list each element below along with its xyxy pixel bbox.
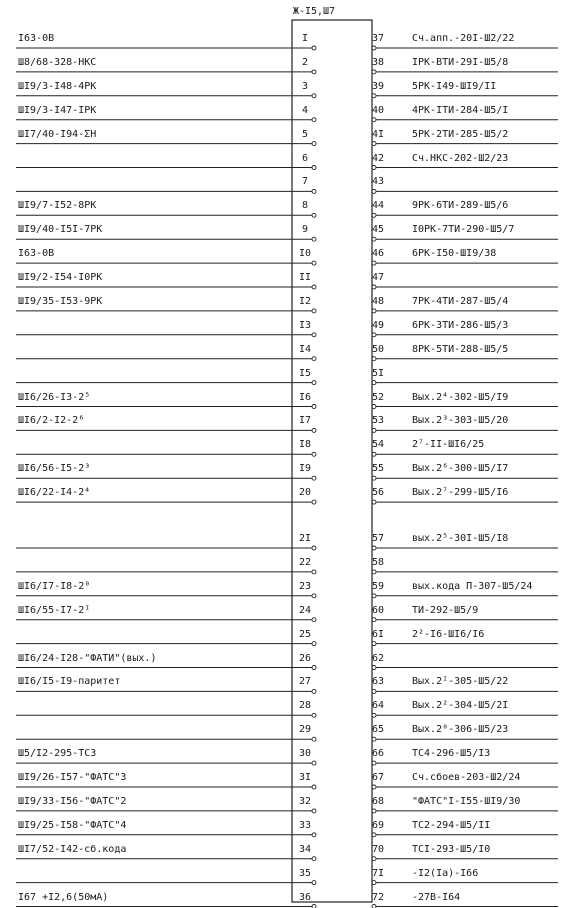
right-pin-number: 7I <box>372 867 385 879</box>
left-pin-contact <box>312 70 316 74</box>
left-pin-contact <box>312 189 316 193</box>
right-wire-label: 2⁷-II-ШI6/25 <box>412 439 485 451</box>
left-pin-contact <box>312 309 316 313</box>
right-pin-contact <box>372 546 376 550</box>
right-pin-contact <box>372 166 376 170</box>
left-wire-label: ШI6/2-I2-2⁶ <box>18 415 85 427</box>
right-wire-label: 5РК-I49-ШI9/II <box>412 80 497 92</box>
left-pin-number: 33 <box>298 819 312 831</box>
left-pin-contact <box>312 357 316 361</box>
left-pin-number: 26 <box>298 652 312 664</box>
left-wire-label: ШI6/26-I3-2⁵ <box>18 391 91 403</box>
left-pin-contact <box>312 452 316 456</box>
right-wire-label: ТСI-293-Ш5/I0 <box>412 843 491 855</box>
left-pin-contact <box>312 428 316 432</box>
right-pin-number: 52 <box>372 391 385 403</box>
left-wire-label: I63-0В <box>18 248 55 260</box>
left-pin-number: I5 <box>298 367 312 379</box>
right-wire-label: Вых.2⁷-299-Ш5/I6 <box>412 487 509 499</box>
right-wire-label: Вых.2²-304-Ш5/2I <box>412 700 509 712</box>
left-pin-contact <box>312 594 316 598</box>
right-wire-label: ТИ-292-Ш5/9 <box>412 604 479 616</box>
left-pin-number: 30 <box>298 748 312 760</box>
right-pin-number: 6I <box>372 628 385 640</box>
left-pin-contact <box>312 785 316 789</box>
right-pin-contact <box>372 500 376 504</box>
left-wire-label: ШI7/52-I42-сб.кода <box>18 843 127 855</box>
right-pin-contact <box>372 713 376 717</box>
left-pin-contact <box>312 689 316 693</box>
right-wire-label: Вых.2³-303-Ш5/20 <box>412 415 509 427</box>
right-pin-number: 48 <box>372 295 385 307</box>
left-wire-label: ШI9/35-I53-9РК <box>18 295 103 307</box>
right-pin-contact <box>372 809 376 813</box>
right-pin-contact <box>372 833 376 837</box>
left-pin-number: 9 <box>301 224 309 236</box>
right-wire-label: I0РК-7ТИ-290-Ш5/7 <box>412 224 515 236</box>
right-pin-contact <box>372 94 376 98</box>
right-pin-number: 55 <box>372 463 385 475</box>
left-wire-label: ШI6/55-I7-2ᴵ <box>18 604 91 616</box>
right-pin-number: 70 <box>372 843 385 855</box>
right-pin-contact <box>372 737 376 741</box>
left-pin-contact <box>312 237 316 241</box>
left-pin-number: I6 <box>298 391 312 403</box>
right-pin-number: 42 <box>372 152 385 164</box>
left-pin-number: 36 <box>298 891 312 903</box>
left-pin-number: 35 <box>298 867 312 879</box>
left-pin-number: 3 <box>301 80 309 92</box>
left-pin-contact <box>312 142 316 146</box>
left-pin-number: 2 <box>301 56 309 68</box>
left-pin-number: 23 <box>298 580 312 592</box>
right-pin-number: 40 <box>372 104 385 116</box>
left-pin-contact <box>312 857 316 861</box>
left-pin-contact <box>312 833 316 837</box>
right-pin-number: 50 <box>372 343 385 355</box>
right-pin-number: 4I <box>372 128 385 140</box>
right-wire-label: 6РК-3ТИ-286-Ш5/3 <box>412 319 509 331</box>
right-wire-label: "ФАТС"I-I55-ШI9/30 <box>412 795 521 807</box>
right-pin-number: 59 <box>372 580 385 592</box>
right-wire-label: Сч.НКС-202-Ш2/23 <box>412 152 509 164</box>
right-pin-number: 38 <box>372 56 385 68</box>
left-pin-number: 34 <box>298 843 312 855</box>
right-pin-contact <box>372 594 376 598</box>
left-pin-number: 2I <box>298 533 312 544</box>
right-pin-number: 60 <box>372 604 385 616</box>
left-pin-number: 20 <box>298 487 312 499</box>
left-pin-contact <box>312 881 316 885</box>
left-pin-contact <box>312 166 316 170</box>
right-pin-number: 39 <box>372 80 385 92</box>
right-pin-contact <box>372 405 376 409</box>
right-pin-contact <box>372 570 376 574</box>
connector-title: Ж-I5,Ш7 <box>292 6 336 17</box>
left-wire-label: ШI9/7-I52-8РК <box>18 200 97 212</box>
right-pin-contact <box>372 118 376 122</box>
left-wire-label: ШI7/40-I94-ΣН <box>18 128 97 140</box>
left-pin-number: II <box>298 272 312 283</box>
right-wire-label: 9РК-6ТИ-289-Ш5/6 <box>412 200 509 212</box>
left-pin-number: I0 <box>298 248 312 260</box>
right-pin-number: 69 <box>372 819 385 831</box>
right-wire-label: 8РК-5ТИ-288-Ш5/5 <box>412 343 509 355</box>
right-pin-contact <box>372 70 376 74</box>
left-pin-number: 22 <box>298 556 312 568</box>
left-pin-contact <box>312 713 316 717</box>
right-pin-contact <box>372 905 376 908</box>
left-pin-number: I2 <box>298 295 312 307</box>
right-wire-label: вых.2⁵-30I-Ш5/I8 <box>412 533 509 544</box>
left-pin-number: 28 <box>298 700 312 712</box>
right-pin-number: 5I <box>372 367 385 379</box>
left-pin-number: 8 <box>301 200 309 212</box>
left-pin-contact <box>312 546 316 550</box>
right-pin-contact <box>372 618 376 622</box>
left-pin-number: 3I <box>298 772 312 783</box>
right-pin-number: 49 <box>372 319 385 331</box>
left-wire-label: ШI9/33-I56-"ФАТС"2 <box>18 795 127 807</box>
right-wire-label: Сч.апп.-20I-Ш2/22 <box>412 33 515 44</box>
right-pin-contact <box>372 381 376 385</box>
left-pin-contact <box>312 761 316 765</box>
right-wire-label: 2²-I6-ШI6/I6 <box>412 628 485 640</box>
right-wire-label: 5РК-2ТИ-285-Ш5/2 <box>412 128 509 140</box>
right-pin-contact <box>372 785 376 789</box>
left-pin-number: 7 <box>301 176 309 188</box>
right-pin-number: 37 <box>372 33 385 44</box>
right-pin-number: 43 <box>372 176 385 188</box>
right-pin-number: 47 <box>372 272 385 283</box>
right-pin-contact <box>372 452 376 456</box>
right-pin-contact <box>372 142 376 146</box>
left-wire-label: ШI6/I5-I9-паритет <box>18 676 121 688</box>
right-wire-label: IРК-ВТИ-29I-Ш5/8 <box>412 56 509 68</box>
left-wire-label: Ш5/I2-295-ТС3 <box>18 748 97 760</box>
right-pin-contact <box>372 689 376 693</box>
left-wire-label: ШI9/3-I47-IРК <box>18 104 97 116</box>
right-pin-number: 66 <box>372 748 385 760</box>
left-pin-contact <box>312 118 316 122</box>
left-pin-contact <box>312 285 316 289</box>
right-pin-contact <box>372 285 376 289</box>
left-wire-label: ШI9/26-I57-"ФАТС"3 <box>18 772 127 783</box>
left-pin-contact <box>312 905 316 908</box>
left-pin-contact <box>312 642 316 646</box>
left-wire-label: Ш8/68-328-НКС <box>18 56 97 68</box>
right-pin-number: 53 <box>372 415 385 427</box>
left-wire-label: ШI6/56-I5-2³ <box>18 463 91 475</box>
left-pin-contact <box>312 261 316 265</box>
right-wire-label: 7РК-4ТИ-287-Ш5/4 <box>412 295 509 307</box>
right-pin-contact <box>372 857 376 861</box>
right-pin-number: 68 <box>372 795 385 807</box>
right-pin-contact <box>372 357 376 361</box>
left-pin-number: 6 <box>301 152 309 164</box>
right-pin-contact <box>372 881 376 885</box>
left-pin-contact <box>312 500 316 504</box>
left-pin-number: 32 <box>298 795 312 807</box>
right-pin-number: 63 <box>372 676 385 688</box>
left-wire-label: ШI6/24-I28-"ФАТИ"(вых.) <box>18 652 157 664</box>
right-pin-contact <box>372 476 376 480</box>
left-wire-label: ШI6/22-I4-2⁴ <box>18 487 91 499</box>
right-pin-contact <box>372 189 376 193</box>
right-wire-label: 4РК-IТИ-284-Ш5/I <box>412 104 509 116</box>
left-wire-label: ШI9/3-I48-4РК <box>18 80 97 92</box>
right-pin-number: 65 <box>372 724 385 736</box>
left-pin-number: I <box>301 33 309 44</box>
right-pin-number: 44 <box>372 200 385 212</box>
right-pin-number: 58 <box>372 556 385 568</box>
left-wire-label: ШI9/2-I54-I0РК <box>18 272 103 283</box>
right-pin-contact <box>372 761 376 765</box>
right-pin-contact <box>372 666 376 670</box>
right-pin-contact <box>372 428 376 432</box>
left-pin-number: I4 <box>298 343 312 355</box>
right-pin-contact <box>372 261 376 265</box>
right-pin-contact <box>372 237 376 241</box>
right-pin-number: 57 <box>372 533 385 544</box>
right-wire-label: вых.кода П-307-Ш5/24 <box>412 580 533 592</box>
right-wire-label: Сч.сбоев-203-Ш2/24 <box>412 772 521 783</box>
left-pin-number: 29 <box>298 724 312 736</box>
right-pin-number: 72 <box>372 891 385 903</box>
right-pin-number: 54 <box>372 439 385 451</box>
right-wire-label: Вых.2⁶-300-Ш5/I7 <box>412 463 509 475</box>
right-pin-number: 64 <box>372 700 385 712</box>
left-pin-contact <box>312 213 316 217</box>
right-pin-contact <box>372 333 376 337</box>
right-wire-label: Вых.2⁰-306-Ш5/23 <box>412 724 509 736</box>
right-pin-number: 56 <box>372 487 385 499</box>
left-pin-number: I9 <box>298 463 312 475</box>
right-pin-contact <box>372 642 376 646</box>
left-wire-label: I67 +I2,6(50мА) <box>18 891 109 903</box>
left-pin-number: 24 <box>298 604 312 616</box>
left-pin-contact <box>312 476 316 480</box>
left-pin-contact <box>312 405 316 409</box>
left-pin-contact <box>312 666 316 670</box>
left-pin-number: I3 <box>298 319 312 331</box>
right-wire-label: 6РК-I50-ШI9/38 <box>412 248 497 260</box>
left-pin-number: 25 <box>298 628 312 640</box>
left-pin-contact <box>312 570 316 574</box>
left-pin-contact <box>312 94 316 98</box>
left-pin-contact <box>312 381 316 385</box>
left-pin-number: 27 <box>298 676 312 688</box>
right-pin-contact <box>372 46 376 50</box>
right-pin-contact <box>372 213 376 217</box>
left-pin-number: I7 <box>298 415 312 427</box>
left-pin-contact <box>312 737 316 741</box>
right-wire-label: Вых.2ᴵ-305-Ш5/22 <box>412 676 509 688</box>
right-pin-number: 67 <box>372 772 385 783</box>
left-pin-number: 4 <box>301 104 309 116</box>
right-wire-label: -I2(Iа)-I66 <box>412 867 479 879</box>
left-pin-number: I8 <box>298 439 312 451</box>
right-pin-number: 62 <box>372 652 385 664</box>
right-wire-label: ТС4-296-Ш5/I3 <box>412 748 491 760</box>
left-pin-number: 5 <box>301 128 309 140</box>
right-wire-label: ТС2-294-Ш5/II <box>412 819 491 831</box>
left-wire-label: ШI9/40-I5I-7РК <box>18 224 103 236</box>
right-pin-contact <box>372 309 376 313</box>
left-wire-label: ШI9/25-I58-"ФАТС"4 <box>18 819 127 831</box>
left-pin-contact <box>312 333 316 337</box>
left-pin-contact <box>312 618 316 622</box>
right-pin-number: 45 <box>372 224 385 236</box>
left-pin-contact <box>312 46 316 50</box>
right-pin-number: 46 <box>372 248 385 260</box>
right-wire-label: Вых.2⁴-302-Ш5/I9 <box>412 391 509 403</box>
left-wire-label: ШI6/I7-I8-2⁰ <box>18 580 91 592</box>
left-pin-contact <box>312 809 316 813</box>
left-wire-label: I63-0В <box>18 33 55 44</box>
right-wire-label: -27В-I64 <box>412 891 461 903</box>
